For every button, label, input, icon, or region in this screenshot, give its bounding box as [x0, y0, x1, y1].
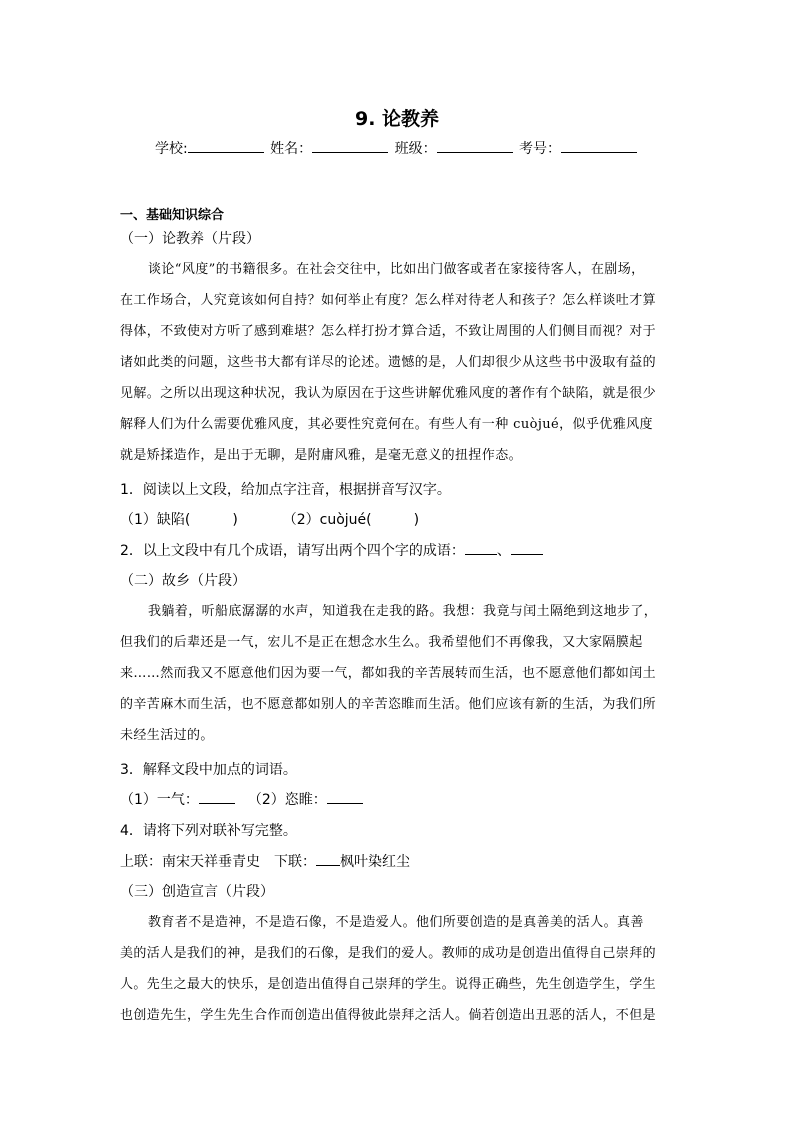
question-3-subs	[120, 789, 363, 809]
passage-line: 在工作场合，人究竟该如何自持？如何举止有度？怎么样对待老人和孩子？怎么样谈吐才算	[120, 293, 657, 308]
question-2	[120, 540, 543, 560]
q2-text: 2．以上文段中有几个成语，请写出两个四个字的成语：	[120, 543, 465, 559]
exam-no-label: 考号：	[519, 141, 562, 157]
passage-line: 解释人们为什么需要优雅风度，其必要性究竟何在。有些人有一种 cuòjué，似乎优雅风度	[120, 417, 653, 432]
passage-line: 也创造先生，学生先生合作而创造出值得彼此崇拜之活人。倘若创造出丑恶的活人，不但是	[120, 1008, 657, 1023]
part3-passage	[120, 907, 676, 1031]
school-blank[interactable]	[188, 138, 264, 153]
q1-answer-b[interactable]: （2）cuòjué( )	[282, 512, 420, 528]
passage-line: 教育者不是造神，不是造石像，不是造爱人。他们所要创造的是真善美的活人。真善	[148, 915, 644, 930]
q2-separator: 、	[496, 543, 511, 559]
couplet-blank[interactable]	[316, 853, 340, 866]
q2-blank-2[interactable]	[511, 542, 543, 555]
q3-blank-a[interactable]	[199, 791, 235, 804]
passage-line: 的辛苦麻木而生活，也不愿意都如别人的辛苦恣睢而生活。他们应该有新的生活，为我们所	[120, 697, 657, 712]
question-4: 4．请将下列对联补写完整。	[120, 823, 297, 839]
passage-line: 就是矫揉造作，是出于无聊，是附庸风雅，是毫无意义的扭捏作态。	[120, 448, 523, 463]
question-1: 1．阅读以上文段，给加点字注音，根据拼音写汉字。	[120, 482, 451, 498]
q1-answer-a[interactable]: （1）缺陷( )	[120, 512, 238, 528]
passage-line: 诸如此类的问题，这些书大都有详尽的论述。遗憾的是，人们却很少从这些书中汲取有益的	[120, 355, 657, 370]
part2-passage	[120, 596, 676, 751]
class-blank[interactable]	[437, 138, 513, 153]
q2-blank-1[interactable]	[465, 542, 497, 555]
passage-line: 来……然而我又不愿意他们因为要一气，都如我的辛苦展转而生活，也不愿意他们都如闰土	[120, 666, 657, 681]
student-info-row	[0, 138, 794, 158]
q3-blank-b[interactable]	[327, 791, 363, 804]
question-1-subs	[120, 509, 419, 529]
passage-line: 见解。之所以出现这种状况，我认为原因在于这些讲解优雅风度的著作有个缺陷，就是很少	[120, 386, 657, 401]
page-title: 9. 论教养	[354, 108, 440, 130]
couplet-text: 上联：南宋天祥垂青史 下联：	[120, 854, 316, 870]
name-label: 姓名：	[270, 141, 313, 157]
class-label: 班级：	[394, 141, 437, 157]
part1-title: （一）论教养（片段）	[120, 231, 260, 247]
section-heading: 一、基础知识综合	[120, 208, 225, 223]
passage-line: 美的活人是我们的神，是我们的石像，是我们的爱人。教师的成功是创造出值得自己崇拜的	[120, 946, 657, 961]
passage-line: 但我们的后辈还是一气，宏儿不是正在想念水生么。我希望他们不再像我，又大家隔膜起	[120, 635, 643, 650]
question-3: 3．解释文段中加点的词语。	[120, 762, 297, 778]
q3-label-b: （2）恣睢：	[247, 792, 327, 808]
exam-no-blank[interactable]	[561, 138, 637, 153]
q3-label-a: （1）一气：	[120, 792, 199, 808]
couplet-row	[120, 851, 410, 871]
part3-title: （三）创造宣言（片段）	[120, 884, 274, 900]
school-label: 学校:	[154, 141, 188, 157]
part2-title: （二）故乡（片段）	[120, 573, 246, 589]
name-blank[interactable]	[312, 138, 388, 153]
passage-line: 谈论“风度”的书籍很多。在社会交往中，比如出门做客或者在家接待客人，在剧场，	[148, 262, 645, 277]
part1-passage	[120, 254, 676, 471]
passage-line: 人。先生之最大的快乐，是创造出值得自己崇拜的学生。说得正确些，先生创造学生，学生	[120, 977, 657, 992]
passage-line: 未经生活过的。	[120, 728, 214, 743]
passage-line: 得体，不致使对方听了感到难堪？怎么样打扮才算合适，不致让周围的人们侧目而视？对于	[120, 324, 657, 339]
passage-line: 我躺着，听船底潺潺的水声，知道我在走我的路。我想：我竟与闰土隔绝到这地步了，	[148, 604, 658, 619]
couplet-tail: 枫叶染红尘	[340, 854, 410, 870]
